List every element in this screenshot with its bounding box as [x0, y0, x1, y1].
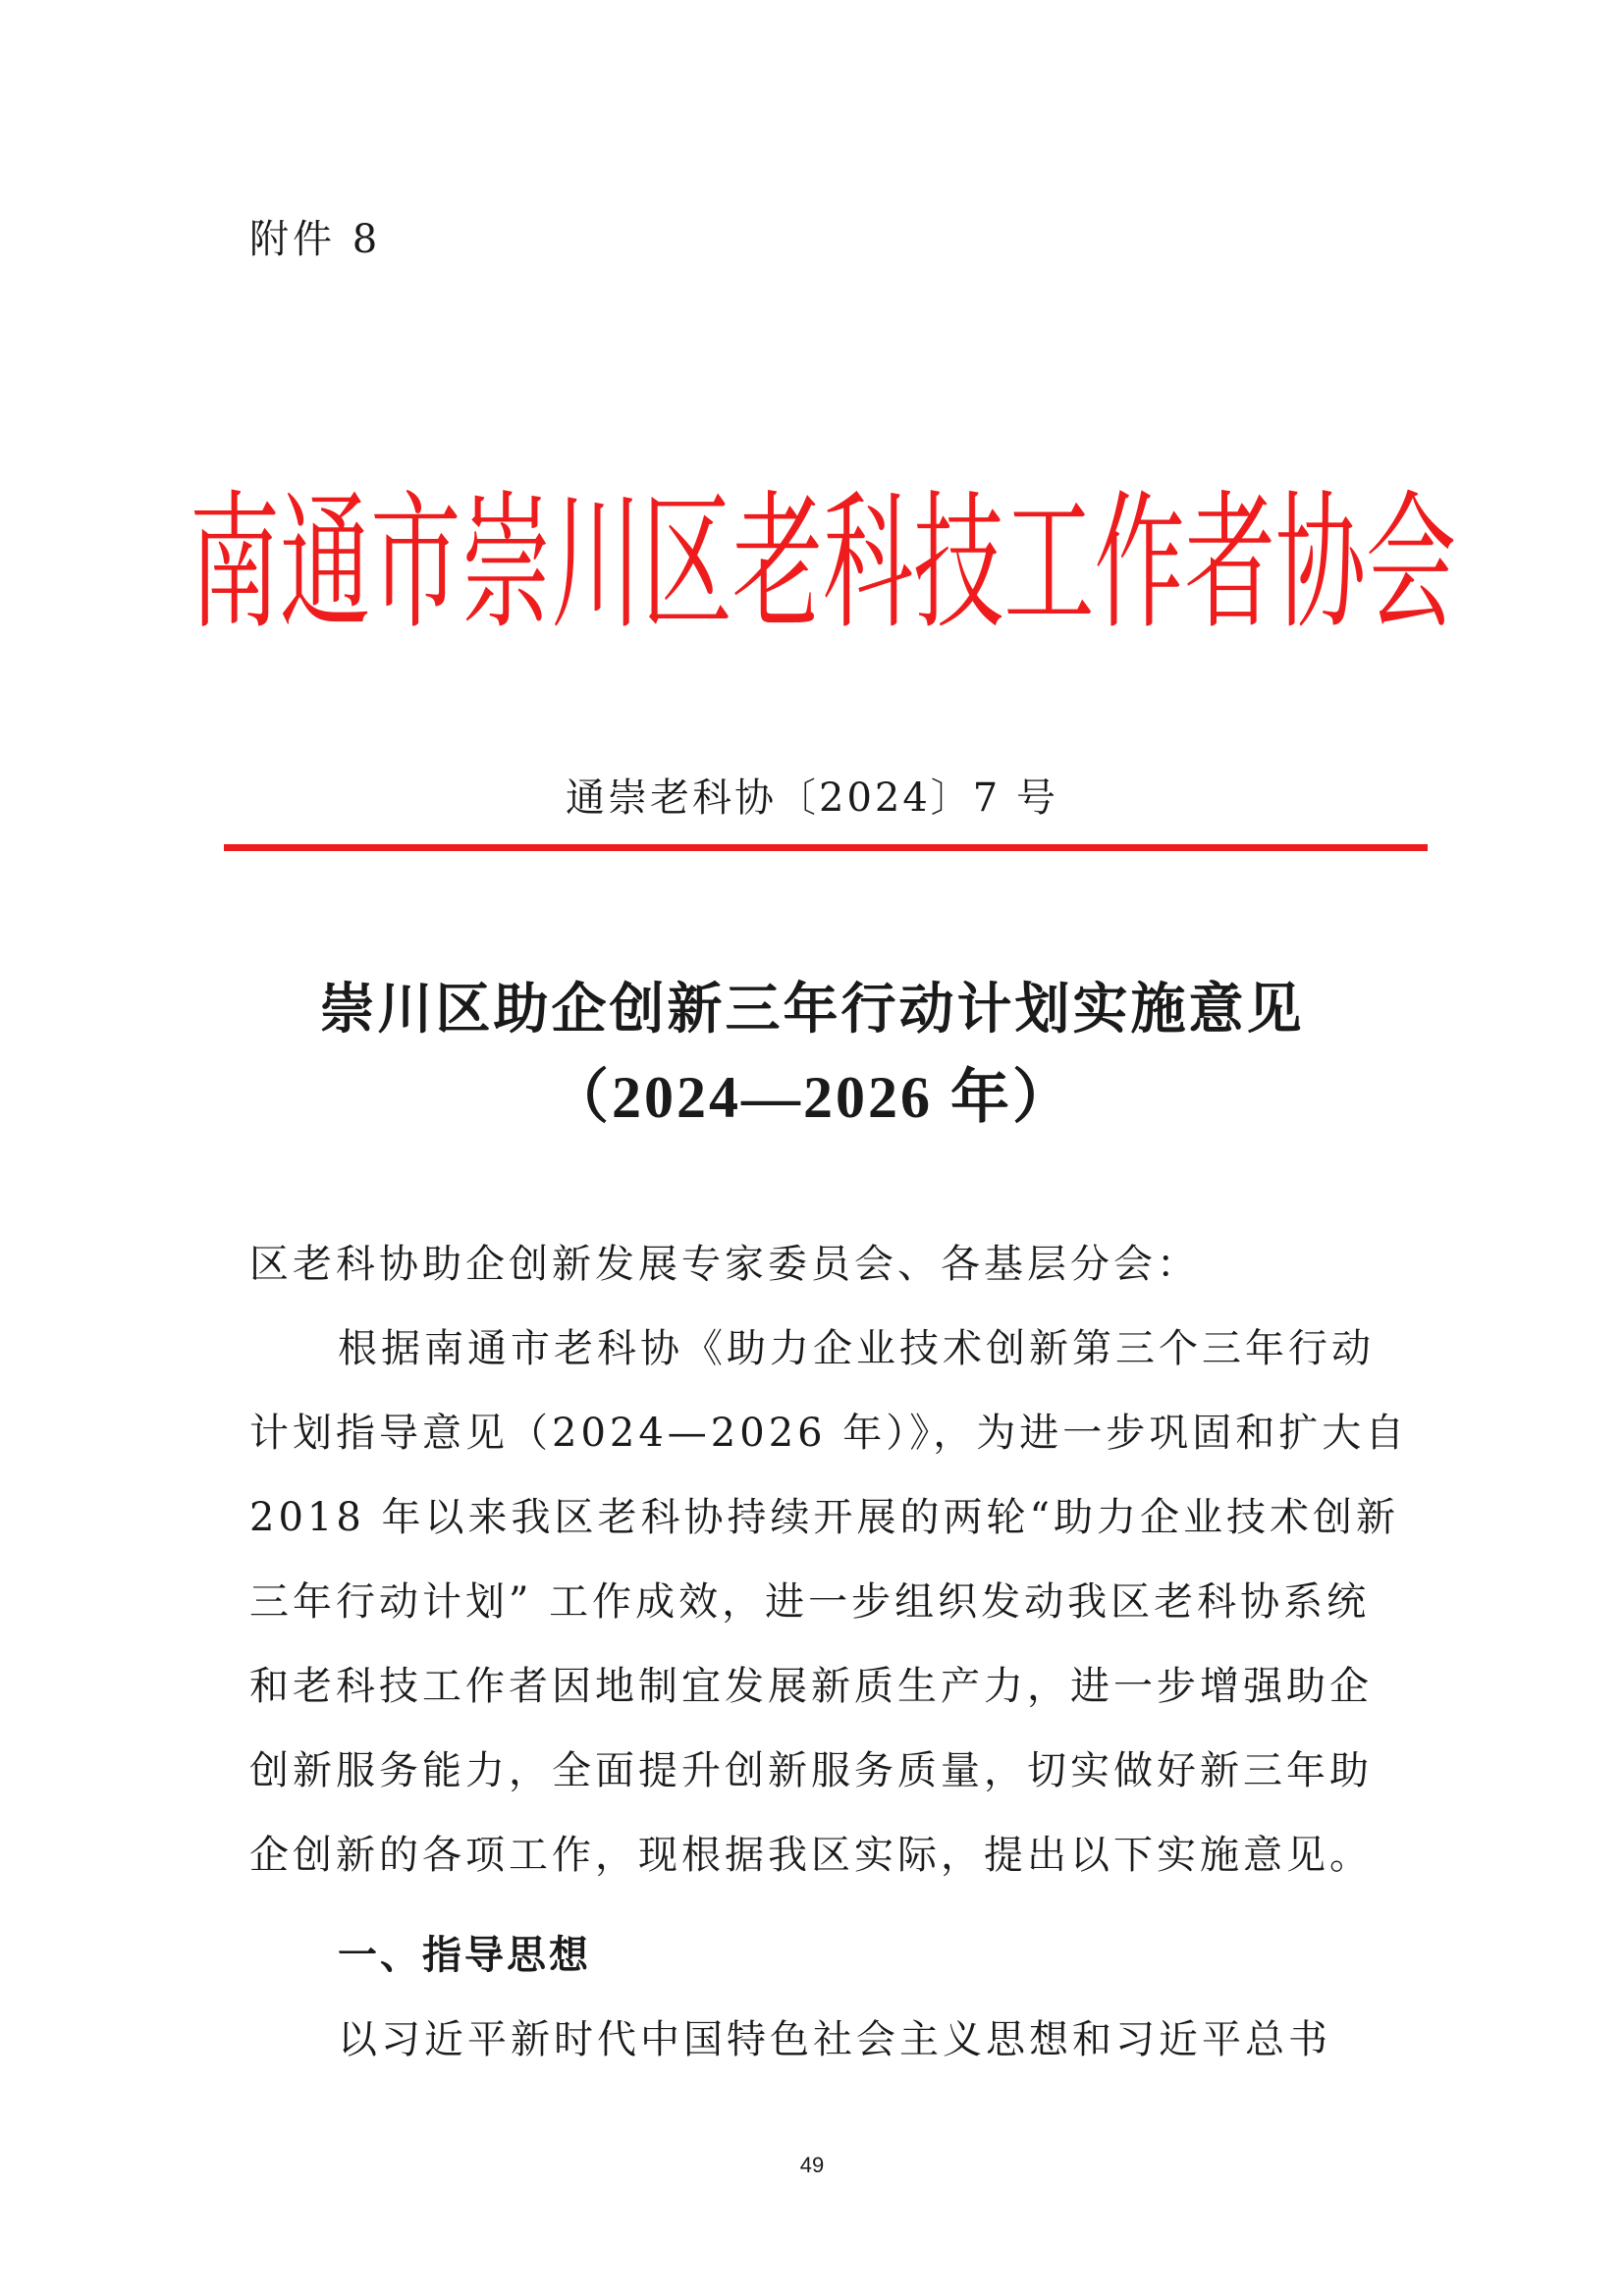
page-number: 49: [799, 2153, 825, 2177]
document-title-years: （2024—2026 年）: [550, 1065, 1074, 1130]
letterhead-divider: [224, 844, 1428, 851]
paragraph-line: 和老科技工作者因地制宜发展新质生产力，进一步增强助企: [249, 1664, 1373, 1709]
paragraph-line: 计划指导意见（2024—2026 年）》，为进一步巩固和扩大自: [249, 1411, 1409, 1456]
paragraph-line: 企创新的各项工作，现根据我区实际，提出以下实施意见。: [249, 1833, 1373, 1878]
paragraph-line: 三年行动计划” 工作成效，进一步组织发动我区老科协系统: [249, 1579, 1371, 1625]
salutation: 区老科协助企创新发展专家委员会、各基层分会：: [249, 1242, 1200, 1287]
paragraph-line: 以习近平新时代中国特色社会主义思想和习近平总书: [338, 2017, 1331, 2062]
section-heading: 一、指导思想: [338, 1933, 591, 1978]
document-number: 通崇老科协〔2024〕7 号: [566, 775, 1058, 821]
org-name: 南通市崇川区老科技工作者协会: [189, 477, 1457, 651]
org-letterhead: [189, 471, 1457, 658]
paragraph-line: 根据南通市老科协《助力企业技术创新第三个三年行动: [338, 1326, 1375, 1371]
document-title: 崇川区助企创新三年行动计划实施意见: [319, 977, 1305, 1041]
paragraph-line: 2018 年以来我区老科协持续开展的两轮“助力企业技术创新: [249, 1495, 1399, 1540]
paragraph-line: 创新服务能力，全面提升创新服务质量，切实做好新三年助: [249, 1748, 1373, 1793]
attachment-label: 附件 8: [249, 217, 382, 262]
